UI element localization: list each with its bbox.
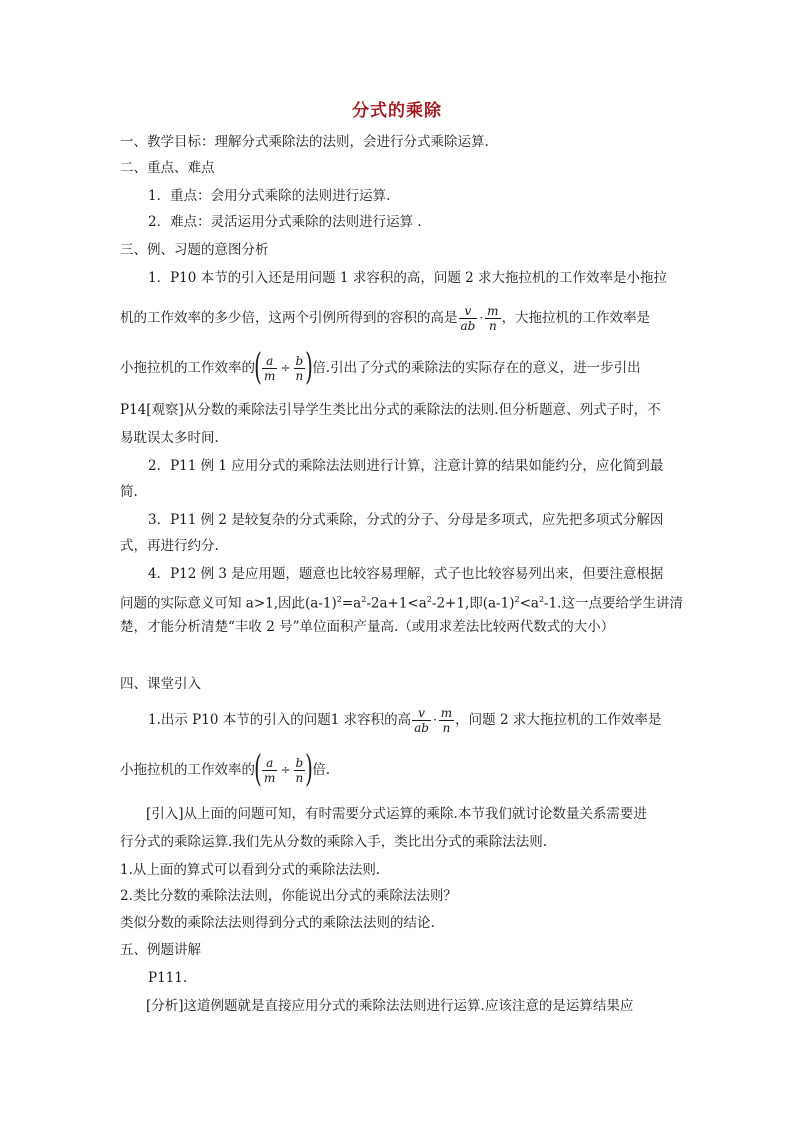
analysis-4-line-2: 问题的实际意义可知 a>1,因此$(a-1)^2=a^2-2a+1<a^2-2+1$,即$(a-1)^2<a^2-1$.这一点要给学生讲清: [120, 595, 683, 612]
key-point-2: 2．难点：灵活运用分式乘除的法则进行运算 .: [148, 214, 422, 230]
fraction-b-over-n: $\frac{b}{n}$: [295, 755, 304, 785]
example-reference: P111.: [148, 970, 188, 986]
section-analysis-heading: 三、例、习题的意图分析: [120, 242, 269, 258]
analysis-1-line-5: 易耽误太多时间.: [120, 430, 219, 446]
analysis-1-line-2: [120, 300, 680, 336]
analysis-2-line-2: 简.: [120, 484, 138, 500]
analysis-1-line-2-text: 机的工作效率的多少倍，这两个引例所得到的容积的高是: [120, 310, 458, 326]
intro-1-line-2-tail: 倍.: [312, 762, 331, 778]
analysis-4-line-1: 4．P12 例 3 是应用题，题意也比较容易理解，式子也比较容易列出来，但要注意根据: [148, 566, 664, 582]
analysis-1-line-3-text: 小拖拉机的工作效率的: [120, 360, 255, 376]
intro-1-line-2: [120, 748, 680, 792]
fraction-a-over-m: $\frac{a}{m}$: [264, 755, 276, 785]
example-analysis-line-1: [分析]这道例题就是直接应用分式的乘除法法则进行运算.应该注意的是运算结果应: [146, 998, 634, 1014]
fraction-v-over-ab: $\frac{v}{ab}$: [414, 705, 429, 735]
fraction-m-over-n: $\frac{m}{n}$: [487, 303, 499, 333]
intro-5: 类似分数的乘除法法则得到分式的乘除法法则的结论.: [120, 915, 435, 931]
section-examples-heading: 五、例题讲解: [120, 942, 201, 958]
height-expression: $\frac{v}{ab}$ · $\frac{m}{n}$: [460, 303, 499, 333]
analysis-3-line-1: 3．P11 例 2 是较复杂的分式乘除，分式的分子、分母是多项式，应先把多项式分解因: [148, 512, 664, 528]
intro-2-line-2: 行分式的乘除运算.我们先从分数的乘除入手，类比出分式的乘除法法则.: [120, 834, 548, 850]
key-point-1: 1．重点：会用分式乘除的法则进行运算.: [148, 188, 391, 204]
section-key-points-heading: 二、重点、难点: [120, 160, 215, 176]
fraction-a-over-m: $\frac{a}{m}$: [264, 353, 276, 383]
intro-efficiency-ratio-expression: ( $\frac{a}{m}$ ÷ $\frac{b}{n}$ ): [254, 749, 314, 790]
intro-1-line-1-text: 1.出示 P10 本节的引入的问题1 求容积的高: [148, 712, 412, 728]
analysis-1-line-4: P14[观察]从分数的乘除法引导学生类比出分式的乘除法的法则.但分析题意、列式子时，不: [120, 402, 661, 418]
intro-1-line-2-text: 小拖拉机的工作效率的: [120, 762, 255, 778]
analysis-1-line-1: 1．P10 本节的引入还是用问题 1 求容积的高，问题 2 求大拖拉机的工作效率是小拖拉: [148, 270, 667, 286]
efficiency-ratio-expression: ( $\frac{a}{m}$ ÷ $\frac{b}{n}$ ): [254, 347, 314, 388]
analysis-1-line-3-tail: 倍.引出了分式的乘除法的实际存在的意义，进一步引出: [312, 360, 641, 376]
intro-height-expression: $\frac{v}{ab}$ · $\frac{m}{n}$: [414, 705, 453, 735]
fraction-b-over-n: $\frac{b}{n}$: [295, 353, 304, 383]
analysis-1-line-3: [120, 346, 680, 390]
analysis-2-line-1: 2．P11 例 1 应用分式的乘除法法则进行计算，注意计算的结果如能约分，应化简到最: [148, 458, 664, 474]
page-title: 分式的乘除: [352, 101, 442, 121]
intro-1-line-1-tail: ，问题 2 求大拖拉机的工作效率是: [455, 712, 662, 728]
intro-1-line-1: [148, 702, 708, 738]
section-intro-heading: 四、课堂引入: [120, 676, 201, 692]
fraction-v-over-ab: $\frac{v}{ab}$: [460, 303, 476, 333]
fraction-m-over-n: $\frac{m}{n}$: [440, 705, 453, 735]
analysis-3-line-2: 式，再进行约分.: [120, 538, 219, 554]
analysis-1-line-2-tail: ，大拖拉机的工作效率是: [501, 310, 651, 326]
section-objectives: 一、教学目标：理解分式乘除法的法则，会进行分式乘除运算.: [120, 134, 489, 150]
intro-4: 2.类比分数的乘除法法则，你能说出分式的乘除法法则？: [120, 888, 457, 904]
intro-3: 1.从上面的算式可以看到分式的乘除法法则.: [120, 862, 381, 878]
intro-2-line-1: [引入]从上面的问题可知，有时需要分式运算的乘除.本节我们就讨论数量关系需要进: [146, 806, 647, 822]
analysis-4-line-3: 楚，才能分析清楚“丰收 2 号”单位面积产量高.（或用求差法比较两代数式的大小）: [120, 619, 615, 635]
